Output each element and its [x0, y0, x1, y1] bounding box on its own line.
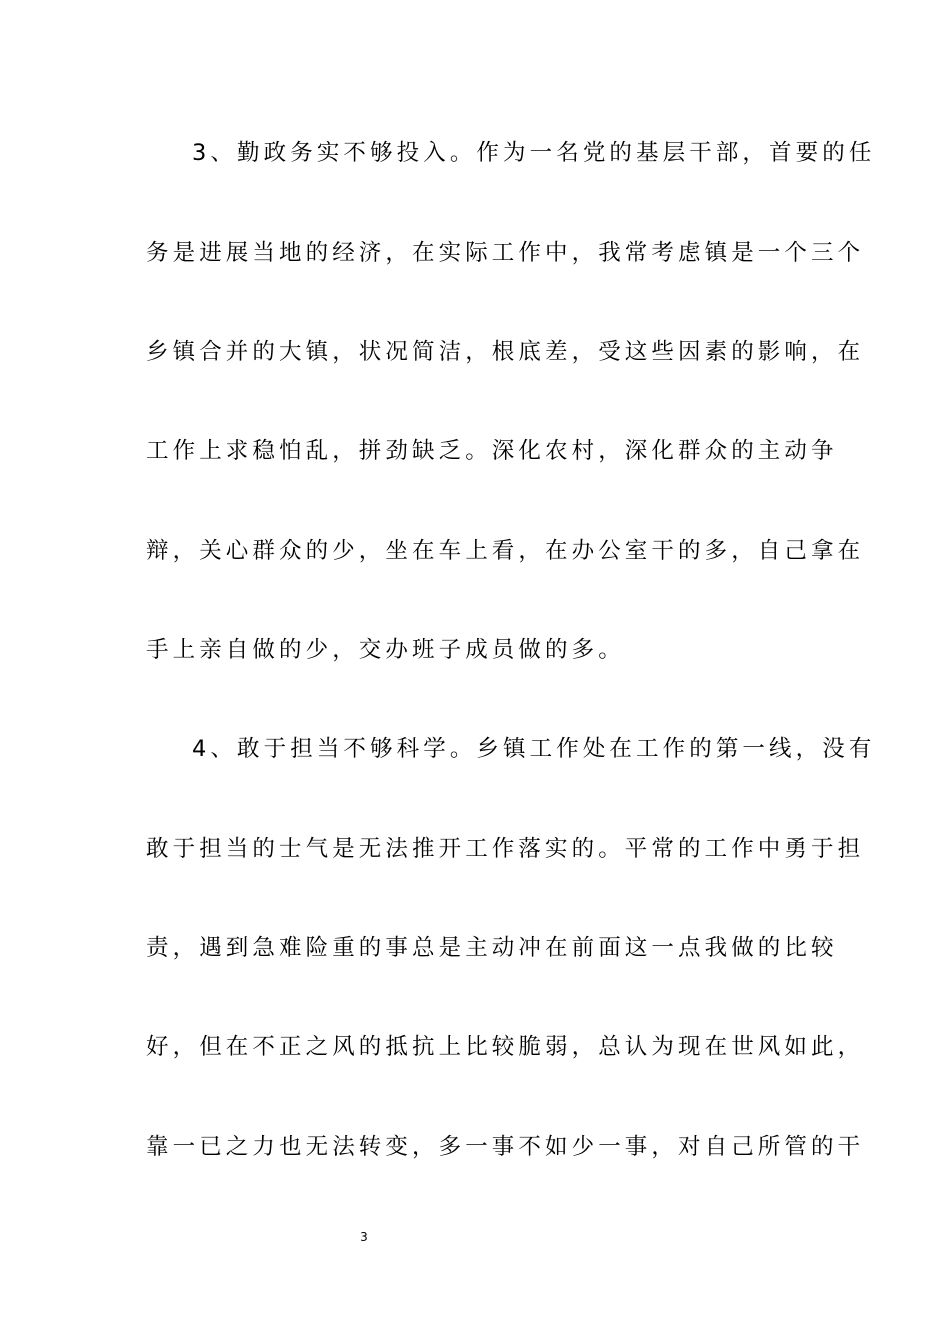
text-line: 好，但在不正之风的抵抗上比较脆弱，总认为现在世风如此， — [146, 1034, 865, 1060]
text-line: 务是进展当地的经济，在实际工作中，我常考虑镇是一个三个 — [146, 240, 865, 266]
text-line: 靠一已之力也无法转变，多一事不如少一事，对自己所管的干 — [146, 1134, 865, 1160]
text-line: 工作上求稳怕乱，拼劲缺乏。深化农村，深化群众的主动争 — [146, 438, 838, 464]
text-line: 乡镇合并的大镇，状况简洁，根底差，受这些因素的影响，在 — [146, 339, 865, 365]
text-line: 手上亲自做的少，交办班子成员做的多。 — [146, 637, 625, 663]
text-line: 3、勤政务实不够投入。作为一名党的基层干部，首要的任 — [192, 140, 876, 166]
text-line: 辩，关心群众的少，坐在车上看，在办公室干的多，自己拿在 — [146, 538, 865, 564]
text-line: 敢于担当的士气是无法推开工作落实的。平常的工作中勇于担 — [146, 836, 865, 862]
text-line: 责，遇到急难险重的事总是主动冲在前面这一点我做的比较 — [146, 935, 838, 961]
page-number: 3 — [360, 1230, 368, 1244]
text-line: 4、敢于担当不够科学。乡镇工作处在工作的第一线，没有 — [192, 736, 876, 762]
